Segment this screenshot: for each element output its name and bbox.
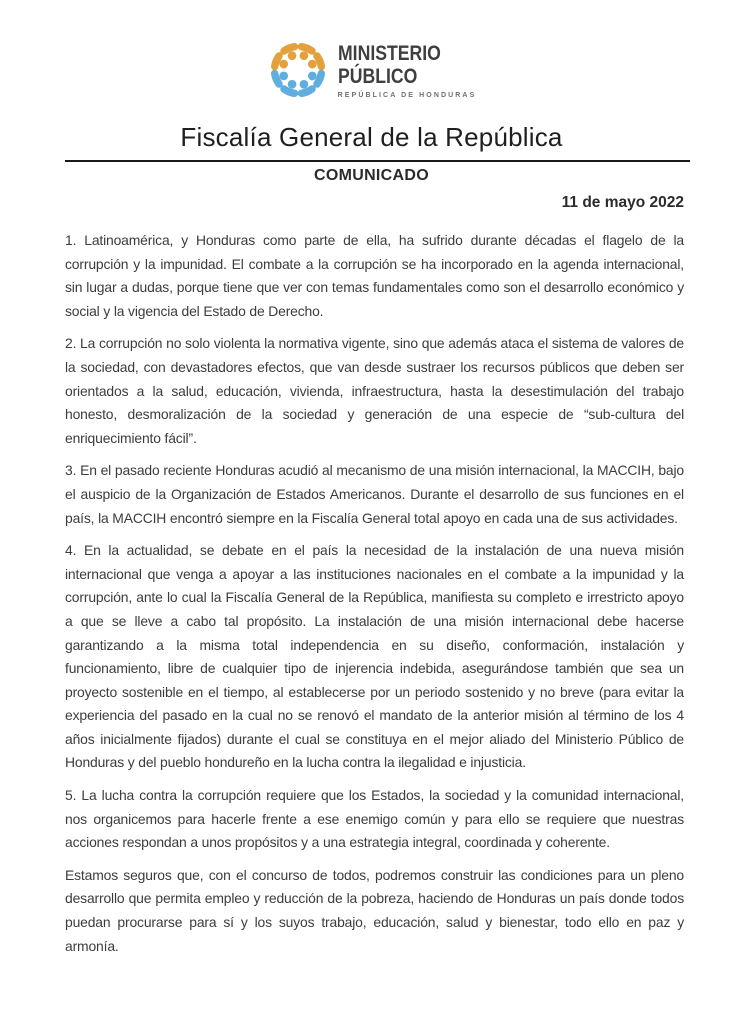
paragraph-1: 1. Latinoamérica, y Honduras como parte de ella, ha sufrido durante décadas el flagelo de la corrupción y la impunidad. El combate a la corrupción se ha incorporado en la agenda internacional, sin lugar a dudas, porque tiene que ver con temas fundamentales como son el desarrollo económico y social y la vigencia del Estado de Derecho.: [65, 232, 684, 319]
people-circle-logo-icon: [267, 38, 329, 102]
title-divider: [65, 160, 690, 162]
logo-org-subtitle: REPÚBLICA DE HONDURAS: [337, 91, 477, 99]
logo-text-block: [338, 42, 477, 99]
document-body: [65, 229, 684, 958]
paragraph-6: Estamos seguros que, con el concurso de todos, podremos construir las condiciones para un pleno desarrollo que permita empleo y reducción de la pobreza, haciendo de Honduras un país donde todos puedan procurarse para sí y los suyos trabajo, educación, salud y bienestar, todo ello en paz y armonía.: [65, 866, 684, 954]
logo-org-name: [338, 42, 452, 88]
paragraph-5: 5. La lucha contra la corrupción requiere que los Estados, la sociedad y la comunidad internacional, nos organicemos para hacerle frente a ese enemigo común y para ello se requiere que nuestras acciones respondan a unos propósitos y a una estrategia integral, coordinada y coherente.: [65, 787, 684, 851]
document-date: 11 de mayo 2022: [561, 194, 684, 211]
logo: [0, 0, 743, 102]
page-title: Fiscalía General de la República: [180, 122, 563, 152]
logo-org-name-line2: PÚBLICO: [337, 63, 417, 88]
logo-org-name-line1: MINISTERIO: [337, 40, 441, 65]
paragraph-3: 3. En el pasado reciente Honduras acudió al mecanismo de una misión internacional, la MACCIH, bajo el auspicio de la Organización de Estados Americanos. Durante el desarrollo de sus funciones en el país, la MACCIH encontró siempre en la Fiscalía General total apoyo en cada una de sus actividades.: [65, 462, 684, 526]
comunicado-heading: COMUNICADO: [314, 167, 429, 184]
paragraph-4: 4. En la actualidad, se debate en el país la necesidad de la instalación de una nueva misión internacional que venga a apoyar a las instituciones nacionales en el combate a la impunidad y la corrupción, ante lo cual la Fiscalía General de la República, manifiesta su completo e irrestricto apoyo a que se lleve a cabo tal propósito. La instalación de una misión internacional debe hacerse garantizando a la misma total independencia en su diseño, conformación, instalación y funcionamiento, libre de cualquier tipo de injerencia indebida, asegurándose también que sea un proyecto sostenible en el tiempo, al establecerse por un periodo sostenido y no breve (para evitar la experiencia del pasado en la cual no se renovó el mandato de la anterior misión al término de los 4 años inicialmente fijados) durante el cual se constituya en el mejor aliado del Ministerio Público de Honduras y del pueblo hondureño en la lucha contra la ilegalidad e injusticia.: [65, 542, 684, 771]
paragraph-2: 2. La corrupción no solo violenta la normativa vigente, sino que además ataca el sistema de valores de la sociedad, con devastadores efectos, que van desde sustraer los recursos públicos que deben ser orientados a la salud, educación, vivienda, infraestructura, hasta la desestimulación del trabajo honesto, desmoralización de la sociedad y generación de una especie de “sub-cultura del enriquecimiento fácil”.: [65, 335, 684, 446]
